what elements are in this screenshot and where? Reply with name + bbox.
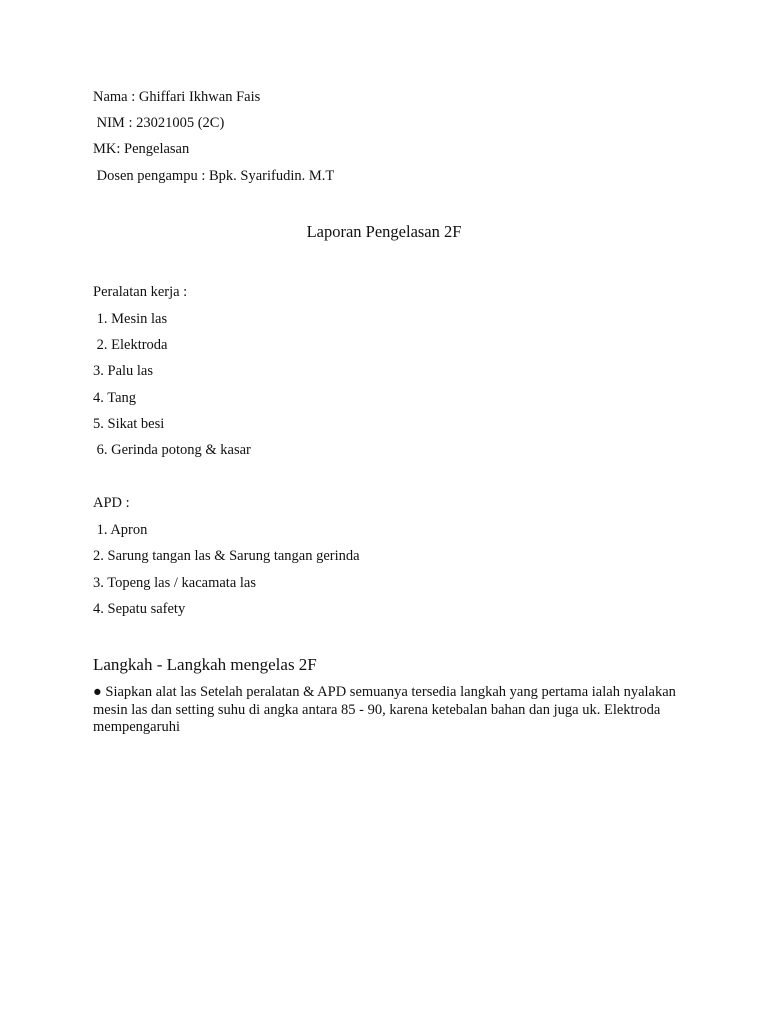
apd-item: 2. Sarung tangan las & Sarung tangan gerinda	[93, 548, 360, 564]
lecturer-name: Dosen pengampu : Bpk. Syarifudin. M.T	[93, 168, 335, 184]
steps-paragraph: ● Siapkan alat las Setelah peralatan & APD semuanya tersedia langkah yang pertama ialah nyalakan mesin las dan setting suhu di angka antara 85 - 90, karena ketebalan bahan dan juga uk. Elektroda mempengaruhi	[93, 684, 676, 735]
course-name: MK: Pengelasan	[93, 141, 190, 157]
equipment-item: 6. Gerinda potong & kasar	[93, 442, 251, 458]
equipment-item: 3. Palu las	[93, 363, 154, 379]
equipment-item: 4. Tang	[93, 390, 137, 406]
steps-heading: Langkah - Langkah mengelas 2F	[93, 655, 317, 674]
apd-item: 4. Sepatu safety	[93, 601, 186, 617]
equipment-label: Peralatan kerja :	[93, 284, 188, 300]
equipment-item: 5. Sikat besi	[93, 416, 165, 432]
equipment-item: 1. Mesin las	[93, 311, 168, 327]
apd-item: 1. Apron	[93, 522, 148, 538]
apd-item: 3. Topeng las / kacamata las	[93, 575, 256, 591]
student-nim: NIM : 23021005 (2C)	[93, 115, 225, 131]
apd-label: APD :	[93, 495, 130, 511]
report-title: Laporan Pengelasan 2F	[306, 222, 462, 241]
equipment-item: 2. Elektroda	[93, 337, 168, 353]
student-name: Nama : Ghiffari Ikhwan Fais	[93, 89, 261, 105]
